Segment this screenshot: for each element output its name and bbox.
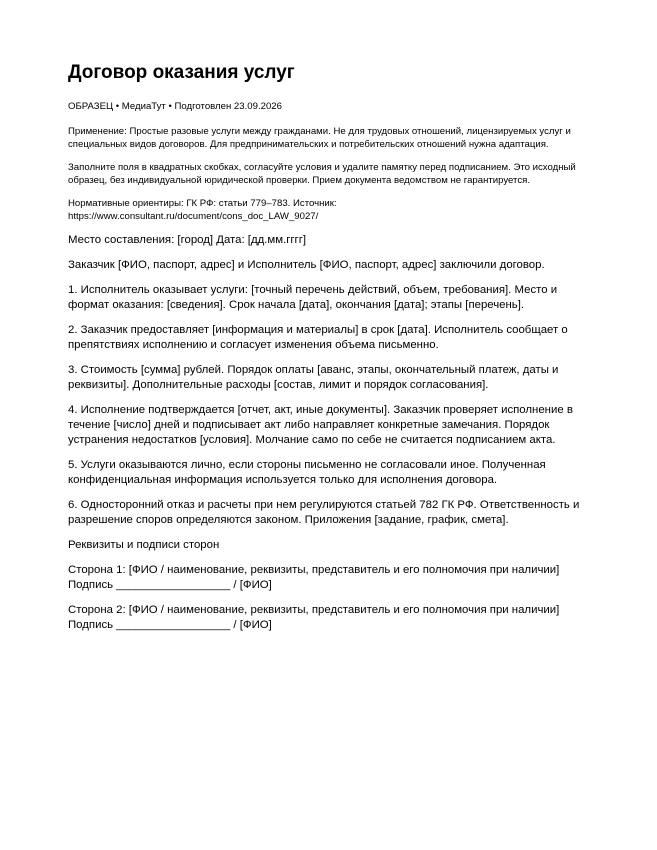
party-2-block [68, 603, 589, 633]
party-1-block [68, 563, 589, 593]
clause-5: 5. Услуги оказываются лично, если стороны письменно не согласовали иное. Полученная конфиденциальная информация используется только для исполнения договора. [68, 459, 546, 486]
signatures-heading: Реквизиты и подписи сторон [68, 539, 220, 551]
legal-references-url: https://www.consultant.ru/document/cons_doc_LAW_9027/ [68, 211, 319, 222]
legal-references-text: Нормативные ориентиры: ГК РФ: статьи 779–783. Источник: [68, 198, 337, 209]
clause-1: 1. Исполнитель оказывает услуги: [точный перечень действий, объем, требования]. Место и формат оказания: [сведения]. Срок начала [дата], окончания [дата]; этапы [перечень]. [68, 284, 558, 311]
party-2-signature: Подпись __________________ / [ФИО] [68, 619, 272, 631]
fill-instructions-note: Заполните поля в квадратных скобках, согласуйте условия и удалите памятку перед подписанием. Это исходный образец, без индивидуальной юридической проверки. Прием документа ведомством не гарантируется. [68, 162, 576, 186]
parties-statement: Заказчик [ФИО, паспорт, адрес] и Исполнитель [ФИО, паспорт, адрес] заключили договор. [68, 259, 545, 271]
party-1-details: Сторона 1: [ФИО / наименование, реквизиты, представитель и его полномочия при наличии] [68, 564, 560, 576]
application-note: Применение: Простые разовые услуги между гражданами. Не для трудовых отношений, лицензируемых услуг и специальных видов договоров. Для предпринимательских и потребительских отношений нужна адаптация. [68, 126, 571, 150]
clause-3: 3. Стоимость [сумма] рублей. Порядок оплаты [аванс, этапы, окончательный платеж, даты и реквизиты]. Дополнительные расходы [состав, лимит и порядок согласования]. [68, 364, 559, 391]
document-title: Договор оказания услуг [68, 62, 295, 83]
clause-6: 6. Односторонний отказ и расчеты при нем регулируются статьей 782 ГК РФ. Ответственность и разрешение споров определяются законом. Приложения [задание, график, смета]. [68, 499, 580, 526]
document-meta: ОБРАЗЕЦ • МедиаТут • Подготовлен 23.09.2026 [68, 101, 282, 112]
place-and-date: Место составления: [город] Дата: [дд.мм.гггг] [68, 234, 307, 246]
legal-references [68, 197, 589, 223]
party-1-signature: Подпись __________________ / [ФИО] [68, 579, 272, 591]
clause-4: 4. Исполнение подтверждается [отчет, акт, иные документы]. Заказчик проверяет исполнение в течение [число] дней и подписывает акт либо направляет конкретные замечания. Порядок устранения недостатков [условия]. Молчание само по себе не считается подписанием акта. [68, 404, 573, 446]
clause-2: 2. Заказчик предоставляет [информация и материалы] в срок [дата]. Исполнитель сообщает о препятствиях исполнению и согласует изменения объема письменно. [68, 324, 568, 351]
party-2-details: Сторона 2: [ФИО / наименование, реквизиты, представитель и его полномочия при наличии] [68, 604, 560, 616]
